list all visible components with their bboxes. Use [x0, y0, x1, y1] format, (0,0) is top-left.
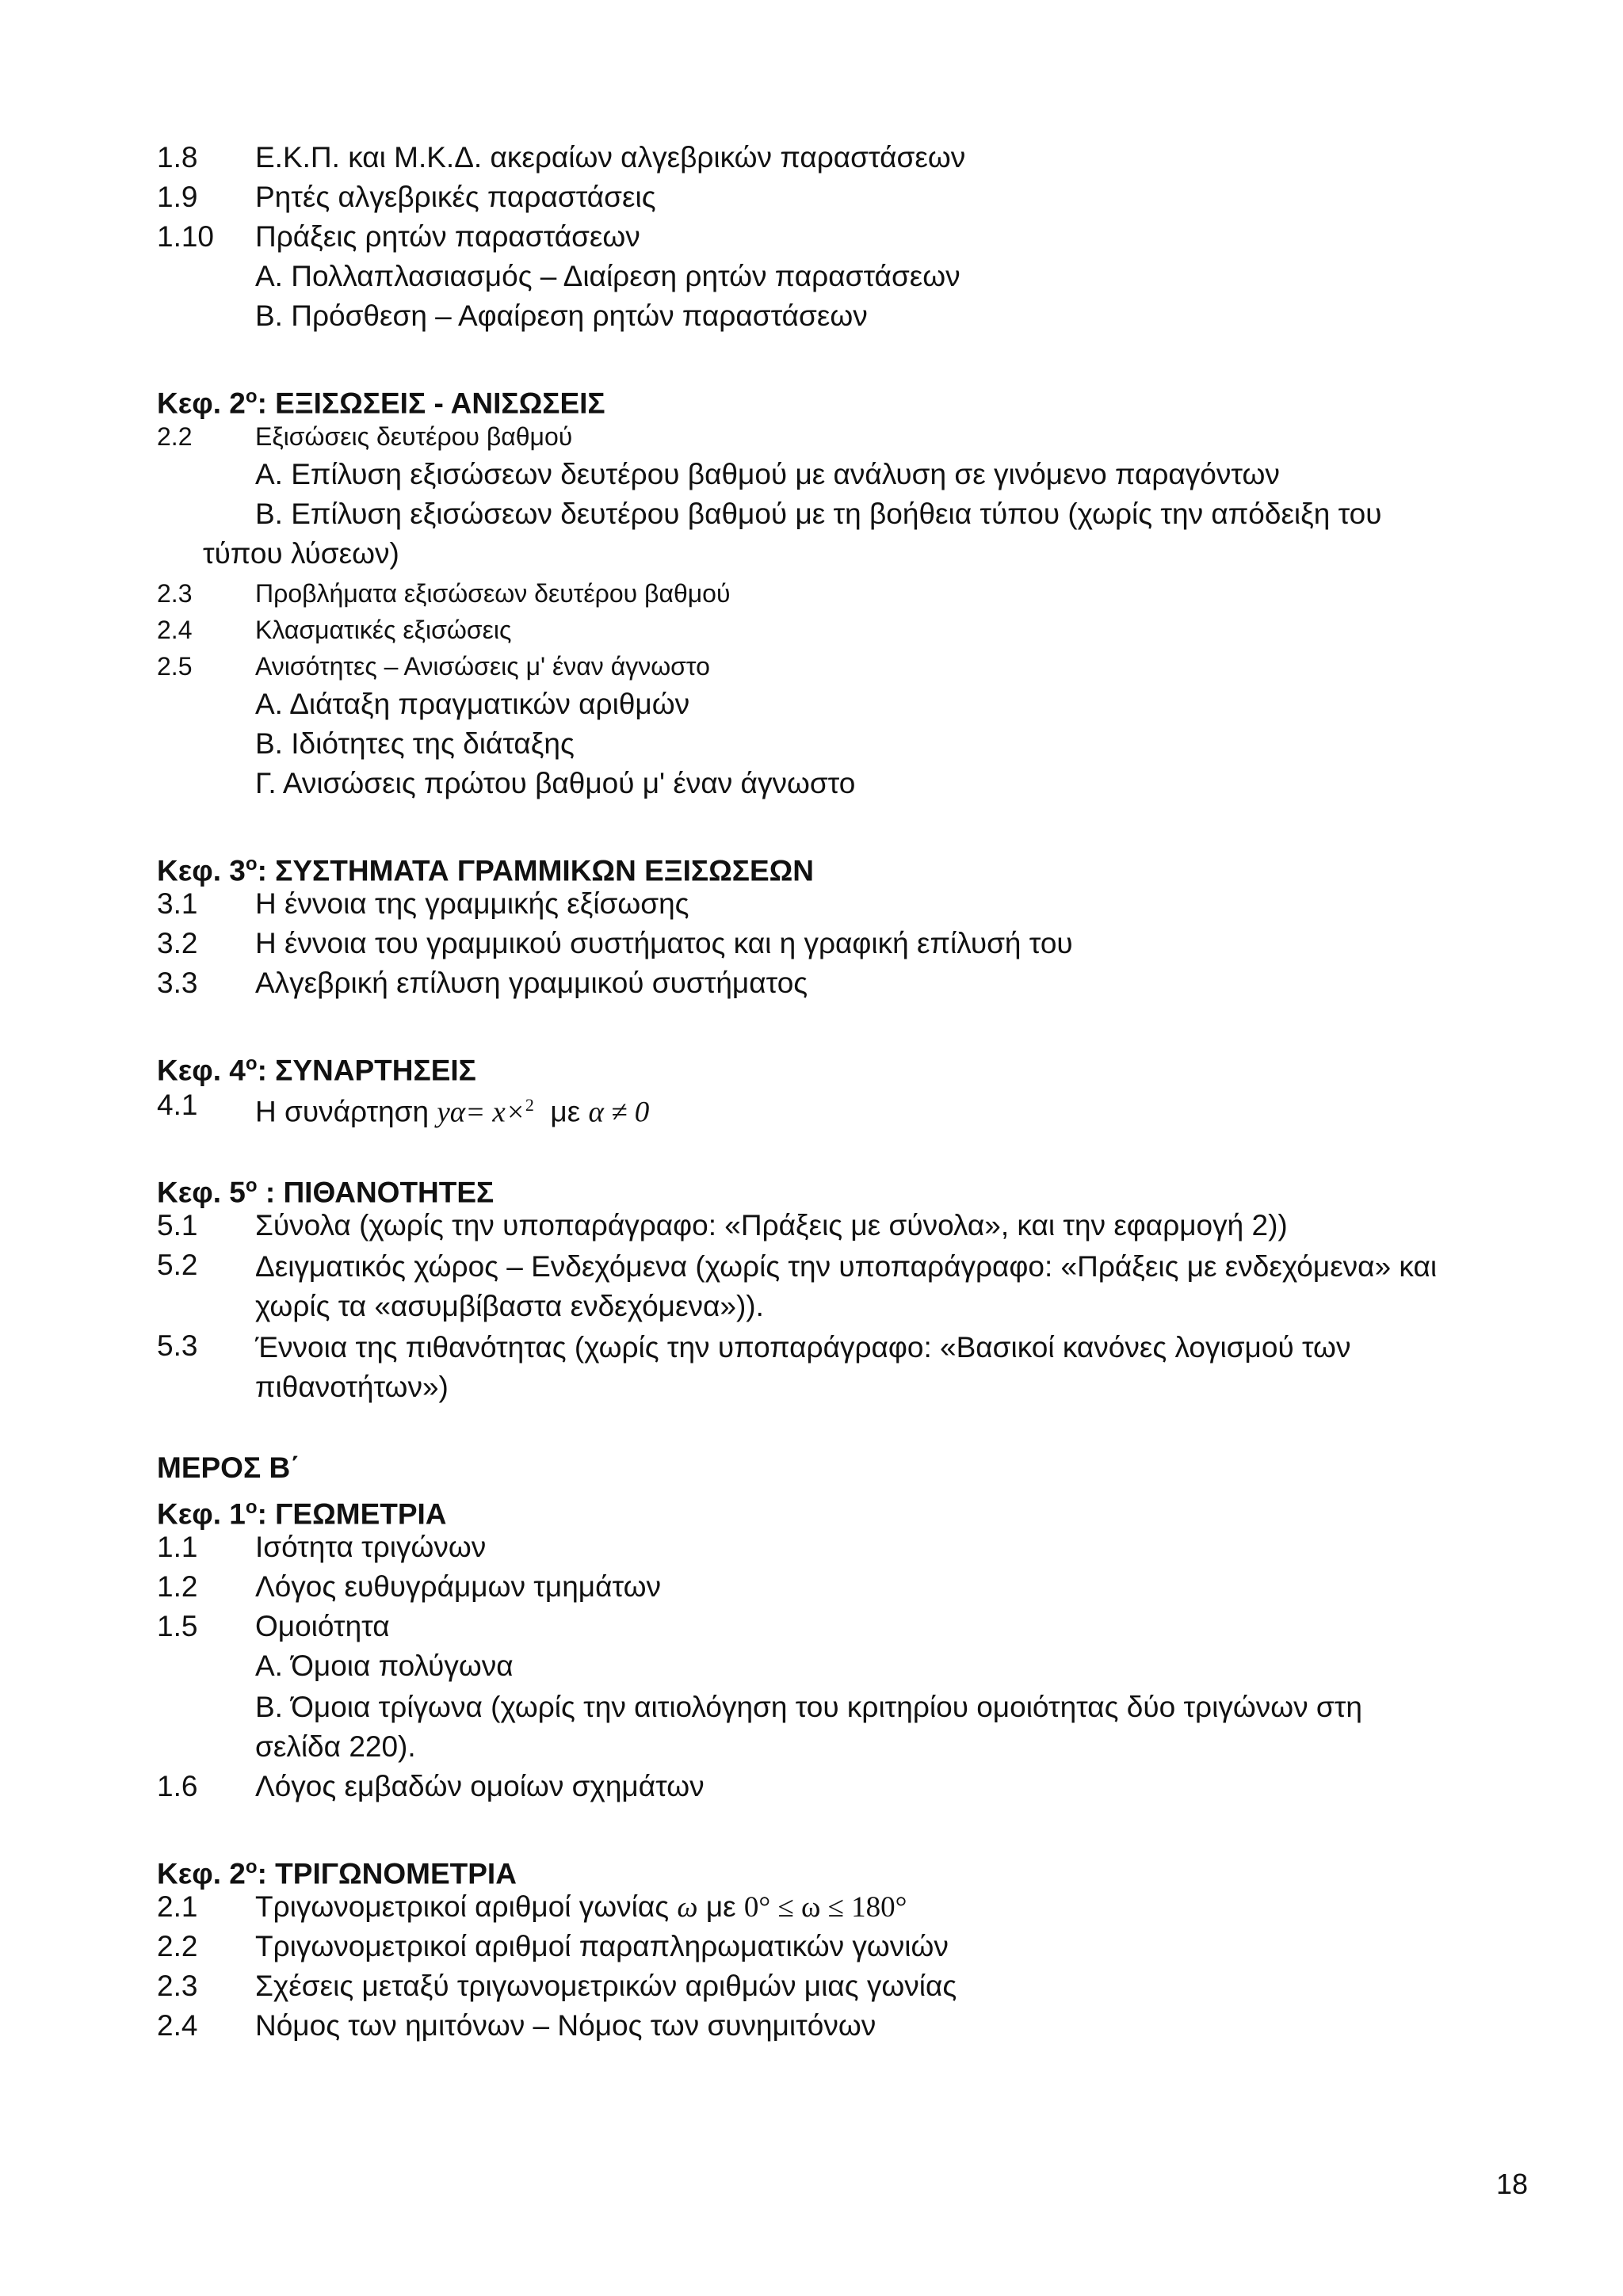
- item-number: 1.6: [157, 1770, 198, 1802]
- item-text: Δειγματικός χώρος – Ενδεχόμενα (χωρίς την υποπαράγραφο: «Πράξεις με ενδεχόμενα» και: [255, 1250, 1438, 1283]
- item-text: Τριγωνομετρικοί αριθμοί γωνίας ω με 0° ≤ ω ≤ 180°: [255, 1890, 907, 1924]
- item-text: Ομοιότητα: [255, 1610, 390, 1642]
- omega-symbol: ω: [677, 1891, 698, 1924]
- item-text-cont: πιθανοτήτων»): [255, 1371, 449, 1403]
- item-text: Κλασματικές εξισώσεις: [255, 616, 512, 644]
- part-title: ΜΕΡΟΣ Β΄: [157, 1451, 300, 1484]
- toc-subitem: Β. Επίλυση εξισώσεων δευτέρου βαθμού με τη βοήθεια τύπου (χωρίς την απόδειξη του: [255, 498, 1382, 530]
- toc-subitem: Α. Πολλαπλασιασμός – Διαίρεση ρητών παραστάσεων: [255, 260, 960, 292]
- item-text: Πράξεις ρητών παραστάσεων: [255, 220, 640, 253]
- chapter-heading: Κεφ. $2^o$: ΤΡΙΓΩΝΟΜΕΤΡΙΑ: [157, 1856, 517, 1890]
- toc-subitem: Β. Πρόσθεση – Αφαίρεση ρητών παραστάσεων: [255, 299, 868, 332]
- angle-range-formula: 0° ≤ ω ≤ 180°: [743, 1891, 907, 1924]
- item-number: 2.2: [157, 1930, 198, 1962]
- toc-subitem: Α. Επίλυση εξισώσεων δευτέρου βαθμού με ανάλυση σε γινόμενο παραγόντων: [255, 458, 1280, 490]
- item-text: Τριγωνομετρικοί αριθμοί παραπληρωματικών γωνιών: [255, 1930, 949, 1962]
- item-number: 1.5: [157, 1610, 198, 1642]
- item-number: 2.5: [157, 652, 193, 681]
- item-text: Ισότητα τριγώνων: [255, 1531, 487, 1563]
- item-number: 5.1: [157, 1209, 198, 1241]
- item-text: Εξισώσεις δευτέρου βαθμού: [255, 422, 573, 451]
- item-number: 2.2: [157, 422, 193, 451]
- item-number: 2.4: [157, 616, 193, 644]
- item-text: Σύνολα (χωρίς την υποπαράγραφο: «Πράξεις με σύνολα», και την εφαρμογή 2)): [255, 1209, 1288, 1241]
- item-text: Αλγεβρική επίλυση γραμμικού συστήματος: [255, 967, 808, 999]
- item-number: 5.2: [157, 1249, 198, 1281]
- toc-subitem-cont: τύπου λύσεων): [203, 537, 399, 570]
- toc-subitem: Β. Ιδιότητες της διάταξης: [255, 727, 575, 760]
- item-number: 3.2: [157, 927, 198, 959]
- item-text: Η συνάρτηση yα= x×$^2$ με α ≠ 0: [255, 1095, 650, 1129]
- chapter-heading: Κεφ. $5^o$ : ΠΙΘΑΝΟΤΗΤΕΣ: [157, 1175, 495, 1209]
- toc-subitem: Α. Όμοια πολύγωνα: [255, 1650, 514, 1682]
- item-text: Ε.Κ.Π. και Μ.Κ.Δ. ακεραίων αλγεβρικών παραστάσεων: [255, 141, 966, 174]
- toc-subitem-cont: σελίδα 220).: [255, 1730, 416, 1763]
- item-text: Η έννοια της γραμμικής εξίσωσης: [255, 887, 689, 920]
- page-number: 18: [1496, 2168, 1529, 2200]
- item-number: 1.2: [157, 1570, 198, 1603]
- function-formula: yα= x×: [437, 1096, 525, 1129]
- item-number: 4.1: [157, 1089, 198, 1121]
- item-number: 1.9: [157, 181, 198, 213]
- condition-formula: α ≠ 0: [588, 1096, 650, 1129]
- item-text: Έννοια της πιθανότητας (χωρίς την υποπαράγραφο: «Βασικοί κανόνες λογισμού των: [255, 1331, 1351, 1363]
- item-number: 3.1: [157, 887, 198, 920]
- chapter-heading: Κεφ. $4^o$: ΣΥΝΑΡΤΗΣΕΙΣ: [157, 1053, 476, 1087]
- toc-subitem: Α. Διάταξη πραγματικών αριθμών: [255, 688, 690, 720]
- item-number: 3.3: [157, 967, 198, 999]
- item-text: Προβλήματα εξισώσεων δευτέρου βαθμού: [255, 579, 731, 608]
- item-number: 2.1: [157, 1890, 198, 1923]
- item-number: 5.3: [157, 1329, 198, 1362]
- item-text: Η έννοια του γραμμικού συστήματος και η γραφική επίλυσή του: [255, 927, 1073, 959]
- chapter-heading: Κεφ. $2^o$: ΕΞΙΣΩΣΕΙΣ - ΑΝΙΣΩΣΕΙΣ: [157, 386, 605, 420]
- item-text-cont: χωρίς τα «ασυμβίβαστα ενδεχόμενα»)).: [255, 1290, 764, 1322]
- item-number: 1.10: [157, 220, 215, 253]
- item-number: 2.3: [157, 1970, 198, 2002]
- toc-subitem: Β. Όμοια τρίγωνα (χωρίς την αιτιολόγηση του κριτηρίου ομοιότητας δύο τριγώνων στη: [255, 1691, 1362, 1723]
- item-number: 1.8: [157, 141, 198, 174]
- item-number: 1.1: [157, 1531, 198, 1563]
- item-text: Ανισότητες – Ανισώσεις μ' έναν άγνωστο: [255, 652, 710, 681]
- chapter-heading: Κεφ. $3^o$: ΣΥΣΤΗΜΑΤΑ ΓΡΑΜΜΙΚΩΝ ΕΞΙΣΩΣΕΩΝ: [157, 853, 815, 887]
- item-text: Σχέσεις μεταξύ τριγωνομετρικών αριθμών μιας γωνίας: [255, 1970, 957, 2002]
- item-text: Ρητές αλγεβρικές παραστάσεις: [255, 181, 656, 213]
- item-number: 2.3: [157, 579, 193, 608]
- item-text: Λόγος ευθυγράμμων τμημάτων: [255, 1570, 661, 1603]
- item-number: 2.4: [157, 2009, 198, 2042]
- toc-subitem: Γ. Ανισώσεις πρώτου βαθμού μ' έναν άγνωστο: [255, 767, 856, 799]
- item-text: Λόγος εμβαδών ομοίων σχημάτων: [255, 1770, 705, 1802]
- chapter-heading: Κεφ. $1^o$: ΓΕΩΜΕΤΡΙΑ: [157, 1497, 447, 1531]
- item-text: Νόμος των ημιτόνων – Νόμος των συνημιτόνων: [255, 2009, 876, 2042]
